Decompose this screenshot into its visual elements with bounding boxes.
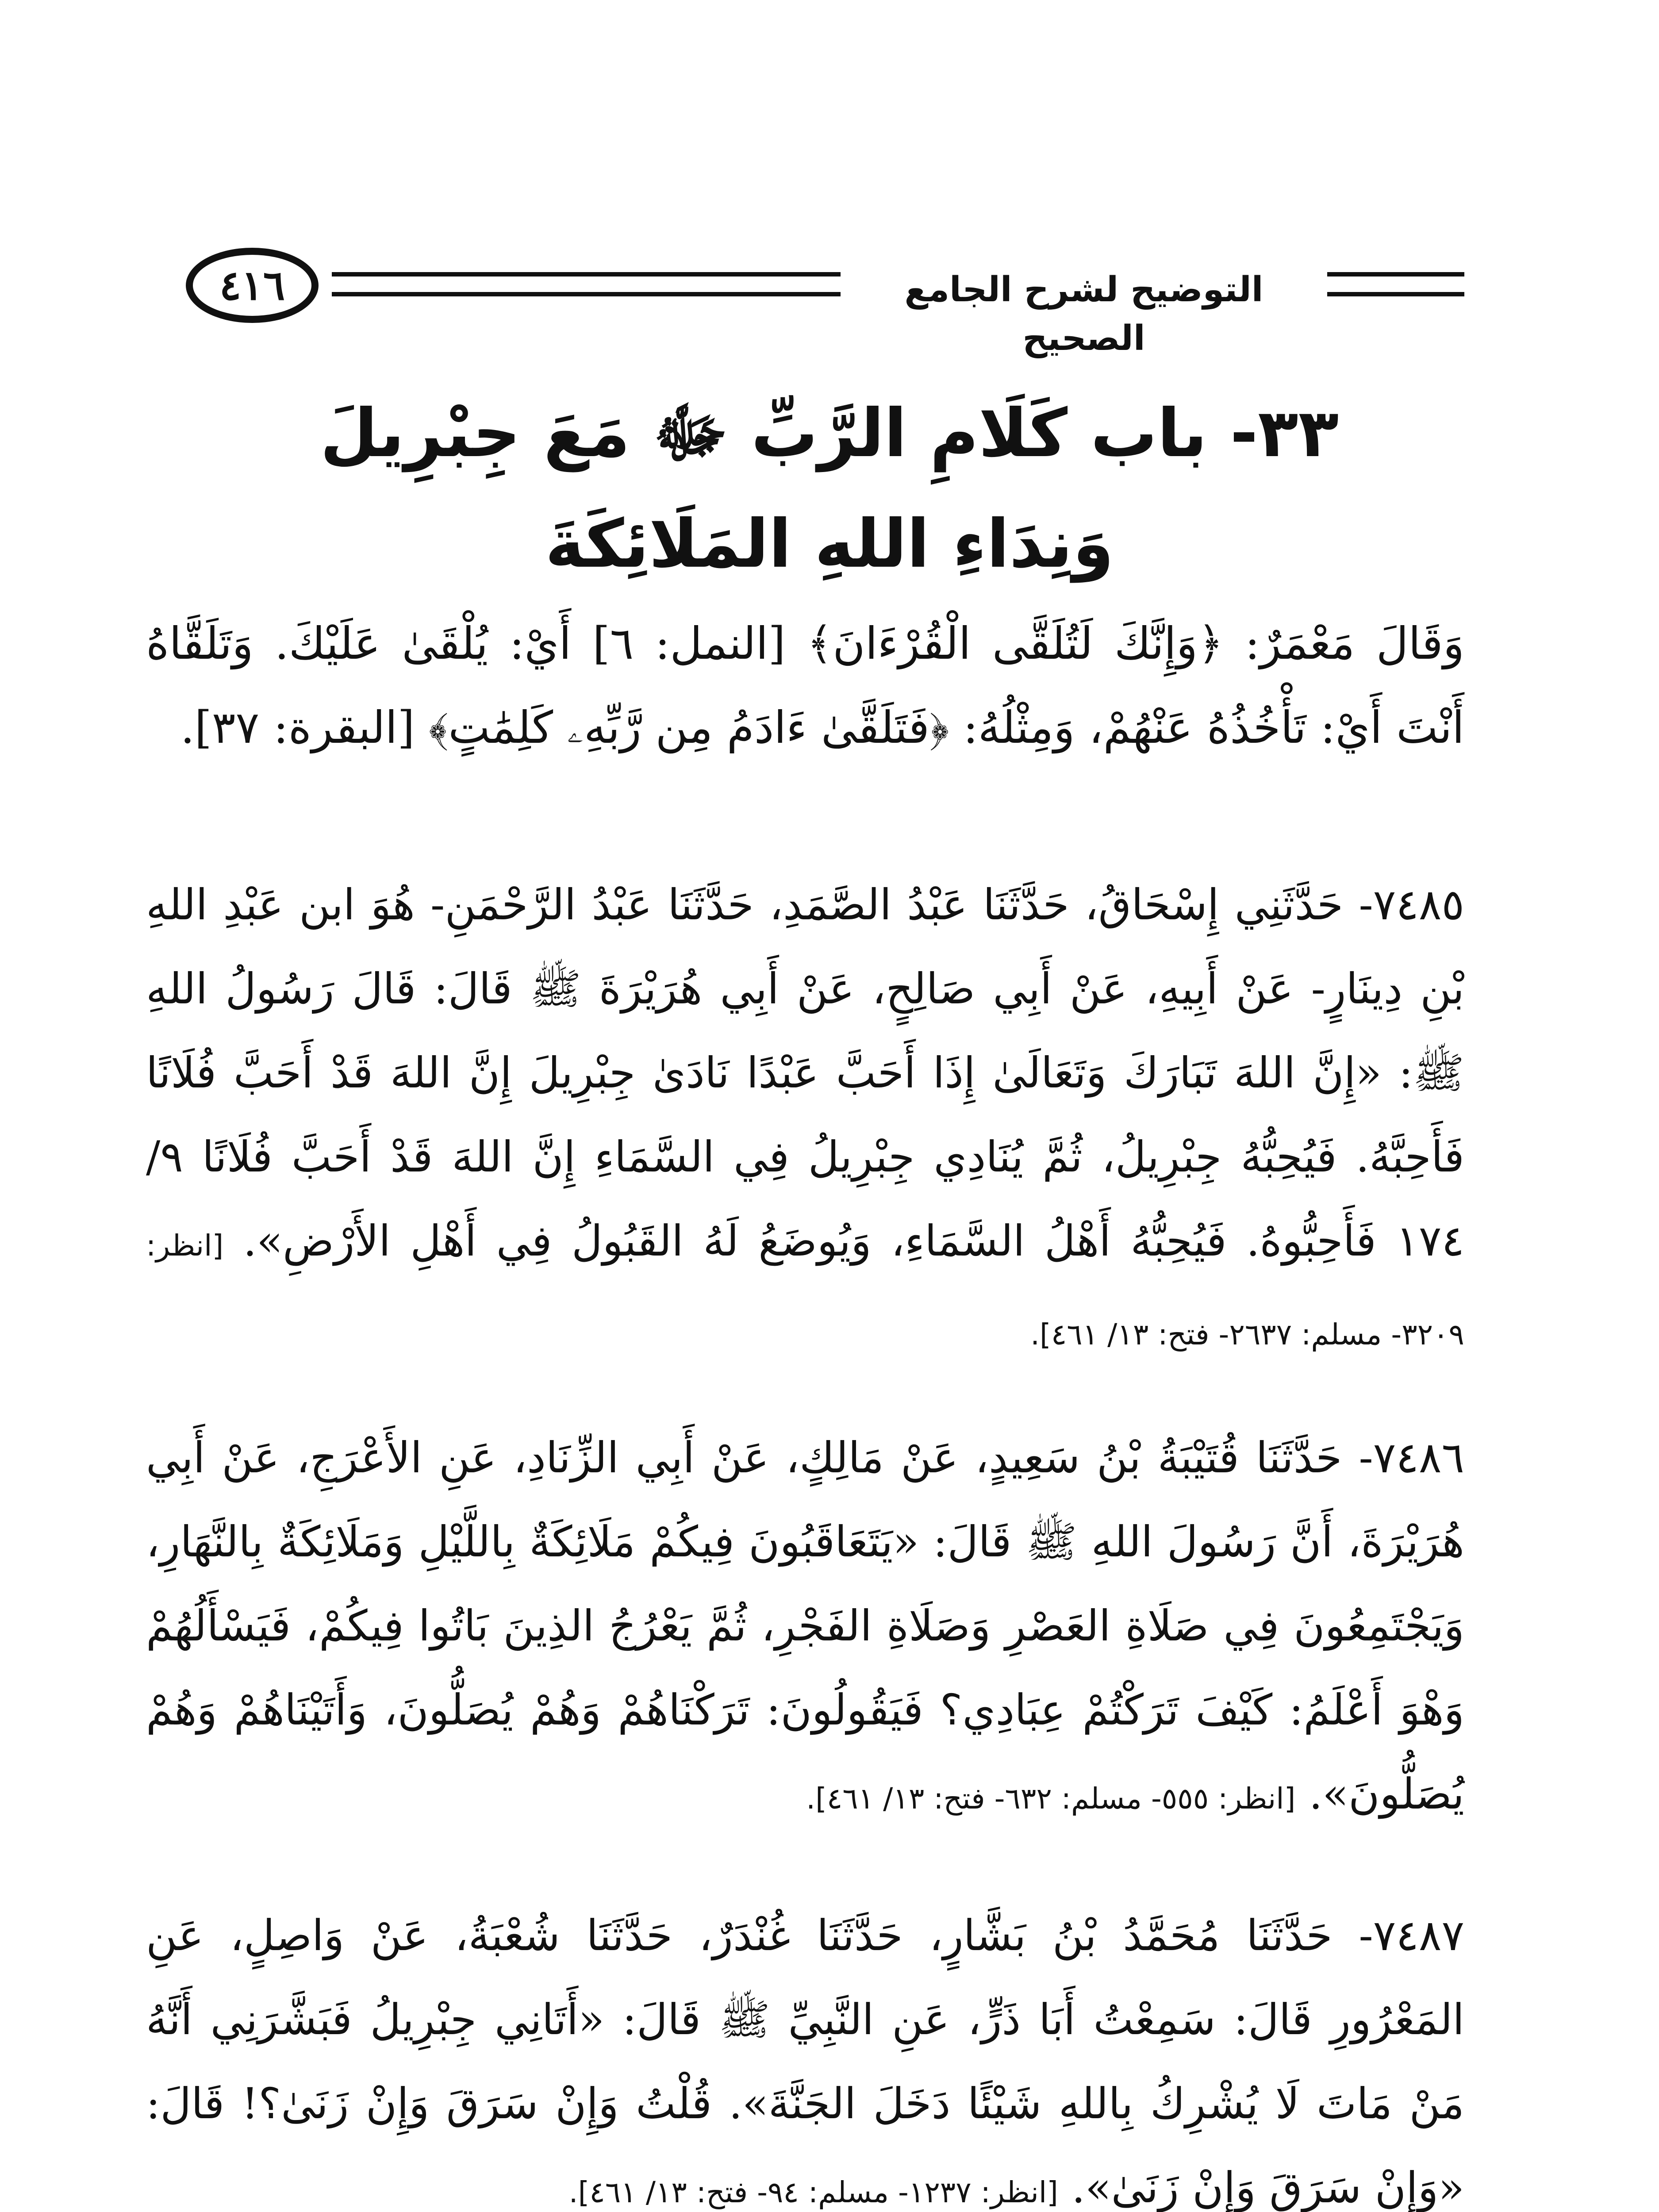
hadith-7485 [146, 863, 1464, 1402]
running-title: التوضيح لشرح الجامع الصحيح [845, 265, 1323, 314]
page-number: ٤١٦ [219, 261, 285, 309]
hadith-7487-reference: [انظر: ١٢٣٧- مسلم: ٩٤- فتح: ١٣/ ٤٦١]. [568, 2175, 1058, 2209]
hadith-7486-text: ٧٤٨٦- حَدَّثَنَا قُتَيْبَةُ بْنُ سَعِيدٍ، عَنْ مَالِكٍ، عَنْ أَبِي الزِّنَادِ، عَنِ الأَعْرَجِ، عَنْ أَبِي هُرَيْرَةَ، أَنَّ رَسُولَ اللهِ ﷺ قَالَ: «يَتَعَاقَبُونَ فِيكُمْ مَلَائِكَةٌ بِاللَّيْلِ وَمَلَائِكَةٌ بِالنَّهَارِ، وَيَجْتَمِعُونَ فِي صَلَاةِ العَصْرِ وَصَلَاةِ الفَجْرِ، ثُمَّ يَعْرُجُ الذِينَ بَاتُوا فِيكُمْ، فَيَسْأَلُهُمْ وَهْوَ أَعْلَمُ: كَيْفَ تَرَكْتُمْ عِبَادِي؟ فَيَقُولُونَ: تَرَكْنَاهُمْ وَهُمْ يُصَلُّونَ، وَأَتَيْنَاهُمْ وَهُمْ يُصَلُّونَ». [146, 1433, 1465, 1819]
header-rule-left-lower [332, 292, 841, 296]
hadith-7487-text: ٧٤٨٧- حَدَّثَنَا مُحَمَّدُ بْنُ بَشَّارٍ، حَدَّثَنَا غُنْدَرٌ، حَدَّثَنَا شُعْبَةُ، عَنْ وَاصِلٍ، عَنِ المَعْرُورِ قَالَ: سَمِعْتُ أَبَا ذَرٍّ، عَنِ النَّبِيِّ ﷺ قَالَ: «أَتَانِي جِبْرِيلُ فَبَشَّرَنِي أَنَّهُ مَنْ مَاتَ لَا يُشْرِكُ بِاللهِ شَيْئًا دَخَلَ الجَنَّةَ». قُلْتُ وَإِنْ سَرَقَ وَإِنْ زَنَىٰ؟! قَالَ: «وَإِنْ سَرَقَ وَإِنْ زَنَىٰ». [146, 1911, 1464, 2212]
intro-paragraph [146, 602, 1464, 854]
header-rule-right-lower [1327, 292, 1464, 296]
page-number-badge [146, 248, 341, 323]
hadith-7487 [146, 1893, 1464, 2212]
chapter-title-line-2: وَنِدَاءِ اللهِ المَلَائِكَةَ [545, 506, 1114, 583]
hadith-7486 [146, 1416, 1464, 1880]
header-rule-left [332, 272, 841, 276]
running-header [146, 230, 1464, 358]
hadith-7485-text: ٧٤٨٥- حَدَّثَنِي إِسْحَاقُ، حَدَّثَنَا عَبْدُ الصَّمَدِ، حَدَّثَنَا عَبْدُ الرَّحْمَنِ- هُوَ ابن عَبْدِ اللهِ بْنِ دِينَارٍ- عَنْ أَبِيهِ، عَنْ أَبِي صَالِحٍ، عَنْ أَبِي هُرَيْرَةَ ﷺ قَالَ: قَالَ رَسُولُ اللهِ ﷺ: «إِنَّ اللهَ تَبَارَكَ وَتَعَالَىٰ إِذَا أَحَبَّ عَبْدًا نَادَىٰ جِبْرِيلَ إِنَّ اللهَ قَدْ أَحَبَّ فُلَانًا فَأَحِبَّهُ. فَيُحِبُّهُ جِبْرِيلُ، ثُمَّ يُنَادِي جِبْرِيلُ فِي السَّمَاءِ إِنَّ اللهَ قَدْ أَحَبَّ فُلَانًا ٩/ ١٧٤ فَأَحِبُّوهُ. فَيُحِبُّهُ أَهْلُ السَّمَاءِ، وَيُوضَعُ لَهُ القَبُولُ فِي أَهْلِ الأَرْضِ». [146, 880, 1465, 1266]
hadith-7486-reference: [انظر: ٥٥٥- مسلم: ٦٣٢- فتح: ١٣/ ٤٦١]. [806, 1782, 1296, 1816]
hadith-7485-reference: [انظر: ٣٢٠٩- مسلم: ٢٦٣٧- فتح: ١٣/ ٤٦١]. [146, 1229, 1464, 1352]
chapter-title-line-1: ٣٣- باب كَلَامِ الرَّبِّ ﷻ مَعَ جِبْرِيلَ [320, 395, 1339, 472]
intro-text: وَقَالَ مَعْمَرٌ: ﴿وَإِنَّكَ لَتُلَقَّى الْقُرْءَانَ﴾ [النمل: ٦] أَيْ: يُلْقَىٰ عَلَيْكَ. وَتَلَقَّاهُ أَنْتَ أَيْ: تَأْخُذُهُ عَنْهُمْ، وَمِثْلُهُ: ﴿فَتَلَقَّىٰ ءَادَمُ مِن رَّبِّهِۦ كَلِمَٰتٍ﴾ [البقرة: ٣٧]. [146, 618, 1464, 753]
header-rule-right [1327, 272, 1464, 276]
